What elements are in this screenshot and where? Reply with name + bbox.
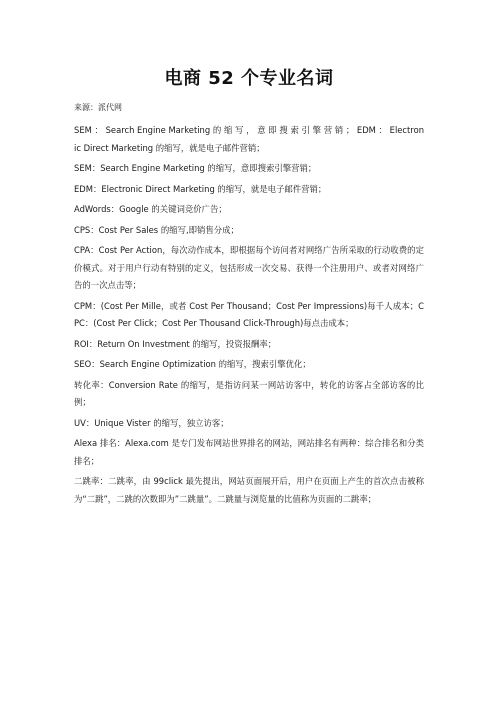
source-line: 来源：派代网 [74, 103, 122, 112]
paragraph-uv: UV：Unique Vister 的缩写，独立访客； [74, 417, 229, 428]
paragraph-alexa: Alexa 排名：Alexa.com 是专门发布网站世界排名的网站，网站排名有两种：综合排名和分类排名； [74, 438, 424, 466]
paragraph-sem-edm-combined: SEM ： Search Engine Marketing 的 缩 写 ， 意 即 搜 索 引 擎 营 销 ； EDM ： Electronic Direct Marketing 的缩写，就是电子邮件营销； [74, 125, 424, 153]
paragraph-edm: EDM：Electronic Direct Marketing 的缩写，就是电子邮件营销； [74, 183, 327, 194]
paragraph-cpa: CPA：Cost Per Action，每次动作成本，即根据每个访问者对网络广告所采取的行动收费的定价模式。对于用户行动有特别的定义，包括形成一次交易、获得一个注册用户、或者对网络广告的一次点击等； [74, 245, 424, 290]
paragraph-bounce-two-jump: 二跳率：二跳率，由 99click 最先提出，网站页面展开后，用户在页面上产生的首次点击被称为“二跳”，二跳的次数即为”二跳量”。二跳量与浏览量的比值称为页面的二跳率； [74, 476, 424, 504]
paragraph-roi: ROI：Return On Investment 的缩写，投资报酬率； [74, 338, 277, 349]
paragraph-seo: SEO：Search Engine Optimization 的缩写，搜索引擎优化； [74, 359, 311, 369]
paragraph-sem: SEM：Search Engine Marketing 的缩写，意即搜索引擎营销； [74, 163, 317, 173]
paragraph-cpm-cpc: CPM：(Cost Per Mille，或者 Cost Per Thousand；Cost Per Impressions)每千人成本；CPC：(Cost Per Click；Cost Per Thousand Click-Through)每点击成本； [74, 300, 424, 328]
paragraph-adwords: AdWords：Google 的关键词竞价广告； [74, 204, 227, 214]
paragraph-conversion-rate: 转化率：Conversion Rate 的缩写，是指访问某一网站访客中，转化的访客占全部访客的比例； [74, 379, 424, 407]
document-title: 电商 52 个专业名词 [164, 68, 334, 89]
paragraph-cps: CPS：Cost Per Sales 的缩写,即销售分成； [74, 224, 239, 235]
